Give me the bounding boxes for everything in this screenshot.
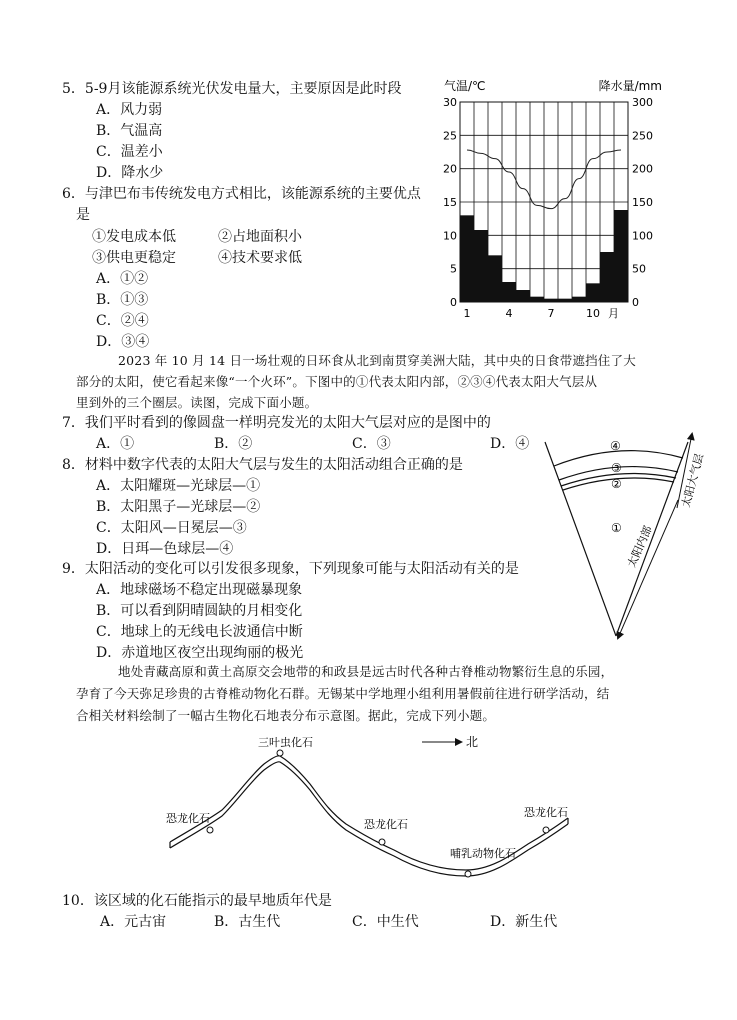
- q8-option-d: D．日珥—色球层—④: [96, 541, 234, 557]
- x-tick-label: 月: [608, 307, 619, 320]
- fossil-distribution-map: [150, 730, 590, 890]
- layer-label-4: ④: [610, 439, 621, 453]
- right-tick-label: 0: [632, 296, 639, 309]
- q7-option-c: C．③: [352, 436, 391, 452]
- fossil-label-dinosaur-2: 恐龙化石: [364, 818, 408, 831]
- q5-stem: 5．5-9月该能源系统光伏发电量大，主要原因是此时段: [62, 81, 402, 97]
- fossil-material-line1: 地处青藏高原和黄土高原交会地带的和政县是远古时代各种古脊椎动物繁衍生息的乐园，: [118, 664, 614, 679]
- left-tick-label: 30: [443, 96, 457, 109]
- q8-option-b: B．太阳黑子—光球层—②: [96, 499, 261, 515]
- q6-option-a: A．①②: [96, 271, 149, 287]
- left-tick-label: 15: [443, 196, 457, 209]
- precipitation-bar: [544, 299, 558, 302]
- q5-option-b: B．气温高: [96, 123, 163, 139]
- precipitation-bar: [530, 297, 544, 302]
- left-tick-label: 5: [450, 262, 457, 276]
- fossil-label-trilobite: 三叶虫化石: [258, 736, 313, 749]
- fossil-label-dinosaur-3: 恐龙化石: [524, 806, 568, 819]
- q10-option-c: C．中生代: [352, 914, 419, 930]
- fossil-site-dinosaur-2: [379, 839, 385, 845]
- q6-item-2: ②占地面积小: [218, 229, 302, 245]
- right-tick-label: 300: [632, 96, 653, 109]
- precipitation-bar: [586, 283, 600, 302]
- wedge-right-edge: [616, 442, 688, 636]
- inner-axis-label: 太阳内部: [624, 523, 655, 570]
- q8-stem: 8．材料中数字代表的太阳大气层与发生的太阳活动组合正确的是: [62, 457, 463, 473]
- north-label: 北: [466, 735, 479, 749]
- right-tick-label: 250: [632, 129, 653, 143]
- fossil-site-trilobite: [277, 750, 283, 756]
- q6-option-d: D．③④: [96, 334, 150, 350]
- right-tick-label: 50: [632, 262, 646, 276]
- precipitation-bar: [614, 210, 628, 302]
- layer-label-2: ②: [611, 477, 622, 491]
- left-tick-label: 10: [443, 229, 457, 243]
- precipitation-bar: [460, 215, 474, 302]
- x-tick-label: 1: [463, 307, 471, 320]
- precipitation-bar: [488, 255, 502, 302]
- right-axis-label: 降水量/mm: [598, 79, 662, 93]
- precipitation-bar: [502, 282, 516, 302]
- inner-axis-arrow: [618, 500, 678, 638]
- q7-option-a: A．①: [96, 436, 135, 452]
- climate-chart: [438, 78, 668, 326]
- q6-option-b: B．①③: [96, 292, 149, 308]
- q7-option-d: D．④: [490, 436, 530, 452]
- q9-option-b: B．可以看到阴晴圆缺的月相变化: [96, 603, 303, 619]
- fossil-material-line2: 孕育了今天弥足珍贵的古脊椎动物化石群。无锡某中学地理小组利用暑假前往进行研学活动，结: [76, 686, 610, 701]
- left-tick-label: 20: [443, 162, 457, 176]
- fossil-label-dinosaur-1: 恐龙化石: [166, 812, 210, 825]
- q9-option-a: A．地球磁场不稳定出现磁暴现象: [96, 582, 303, 598]
- fossil-label-mammal: 哺乳动物化石: [450, 847, 516, 860]
- q8-option-c: C．太阳风—日冕层—③: [96, 520, 247, 536]
- left-tick-label: 25: [443, 129, 457, 143]
- sun-material-line1: 2023 年 10 月 14 日一场壮观的日环食从北到南贯穿美洲大陆，其中央的日食带遮挡住了大: [118, 353, 636, 368]
- q6-option-c: C．②④: [96, 313, 149, 329]
- q5-option-c: C．温差小: [96, 144, 163, 160]
- x-tick-label: 7: [547, 307, 555, 320]
- right-tick-label: 150: [632, 196, 653, 209]
- q9-stem: 9．太阳活动的变化可以引发很多现象，下列现象可能与太阳活动有关的是: [62, 561, 519, 577]
- precipitation-bar: [474, 230, 488, 302]
- q10-option-d: D．新生代: [490, 914, 558, 930]
- outer-axis-label: 太阳大气层: [679, 452, 707, 509]
- layer-label-3: ③: [611, 461, 622, 475]
- q10-stem: 10．该区域的化石能指示的最早地质年代是: [62, 893, 332, 909]
- x-tick-label: 4: [505, 307, 513, 320]
- right-tick-label: 100: [632, 229, 653, 243]
- x-tick-label: 10: [586, 307, 600, 320]
- q9-option-d: D．赤道地区夜空出现绚丽的极光: [96, 645, 304, 661]
- q10-option-b: B．古生代: [214, 914, 281, 930]
- q7-option-b: B．②: [214, 436, 253, 452]
- fossil-site-mammal: [465, 871, 471, 877]
- sun-material-line3: 里到外的三个圈层。读图，完成下面小题。: [76, 395, 318, 410]
- sun-material-line2: 部分的太阳，使它看起来像“一个火环”。下图中的①代表太阳内部，②③④代表太阳大气层从: [76, 374, 598, 389]
- q5-option-d: D．降水少: [96, 165, 164, 181]
- q10-option-a: A．元古宙: [100, 914, 167, 930]
- wedge-left-edge: [545, 442, 616, 636]
- right-tick-label: 200: [632, 162, 653, 176]
- q9-option-c: C．地球上的无线电长波通信中断: [96, 624, 303, 640]
- fossil-site-dinosaur-3: [543, 827, 549, 833]
- sun-structure-diagram: [540, 428, 720, 648]
- precipitation-bar: [558, 299, 572, 302]
- q5-option-a: A．风力弱: [96, 102, 163, 118]
- q7-stem: 7．我们平时看到的像圆盘一样明亮发光的太阳大气层对应的是图中的: [62, 415, 491, 431]
- q6-item-1: ①发电成本低: [92, 229, 176, 245]
- q6-stem-line1: 6．与津巴布韦传统发电方式相比，该能源系统的主要优点: [62, 186, 421, 202]
- precipitation-bar: [600, 252, 614, 302]
- fossil-site-dinosaur-1: [207, 827, 213, 833]
- fossil-material-line3: 合相关材料绘制了一幅古生物化石地表分布示意图。据此，完成下列小题。: [76, 708, 496, 723]
- q6-item-4: ④技术要求低: [218, 250, 302, 266]
- left-axis-label: 气温/℃: [444, 79, 486, 93]
- q6-stem-line2: 是: [76, 207, 90, 223]
- precipitation-bar: [516, 290, 530, 302]
- left-tick-label: 0: [450, 296, 457, 309]
- q8-option-a: A．太阳耀斑—光球层—①: [96, 478, 261, 494]
- precipitation-bar: [572, 297, 586, 302]
- q6-item-3: ③供电更稳定: [92, 250, 176, 266]
- layer-label-1: ①: [611, 521, 622, 535]
